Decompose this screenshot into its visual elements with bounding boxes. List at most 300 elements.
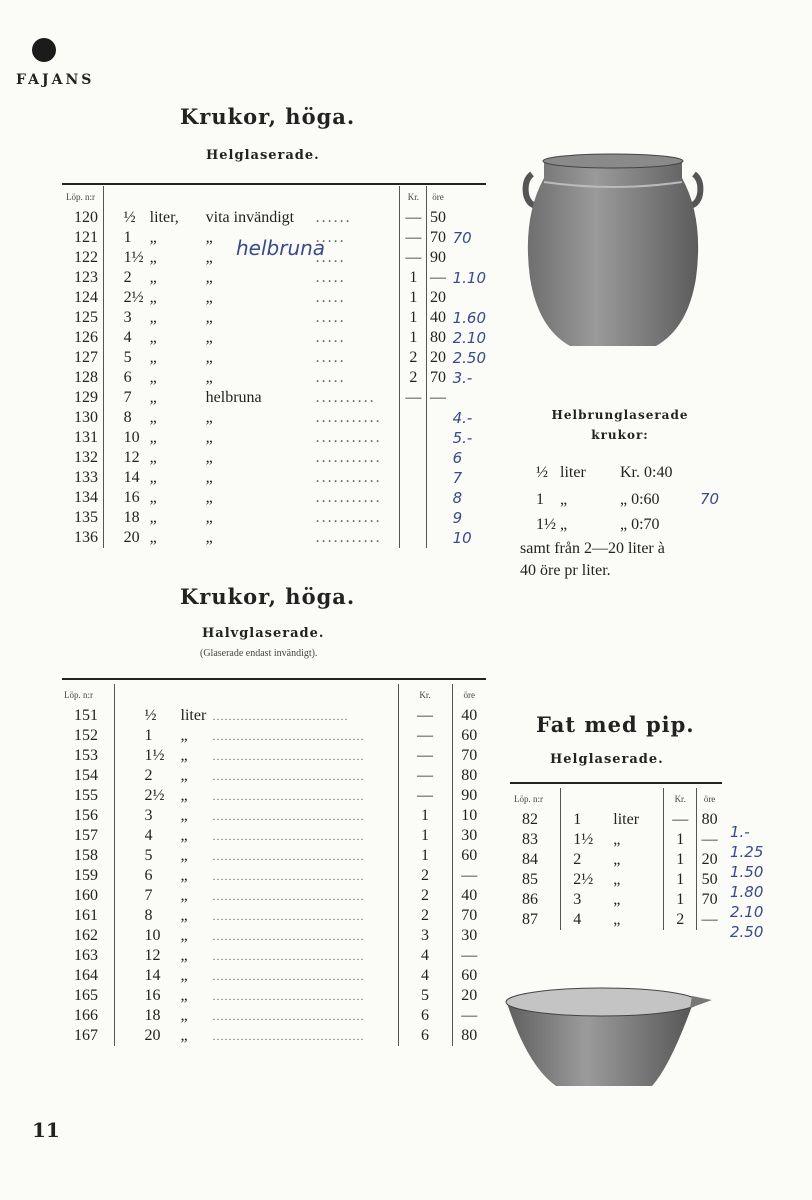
table2-subtitle: Halvglaserade. (202, 626, 325, 641)
table-row (510, 850, 722, 870)
item-desc: „ (205, 309, 213, 326)
item-desc: „ (205, 369, 213, 386)
item-desc: „ (205, 229, 213, 246)
item-ore: 50 (427, 208, 449, 228)
item-leader: ...................................... (212, 869, 365, 883)
item-size: 7 (144, 887, 153, 904)
handwritten-price-note (449, 388, 486, 408)
item-desc: „ (205, 329, 213, 346)
item-unit: „ (149, 429, 157, 446)
item-description (561, 810, 664, 830)
item-unit: „ (149, 229, 157, 246)
item-kr: 2 (398, 906, 452, 926)
item-size: 1 (573, 811, 582, 828)
item-desc: „ (205, 469, 213, 486)
item-size: 4 (123, 329, 132, 346)
item-size: 14 (144, 967, 161, 984)
table-row (62, 766, 486, 786)
table-row (62, 906, 486, 926)
item-description (114, 886, 398, 906)
item-kr: — (400, 228, 427, 248)
item-number: 122 (74, 249, 98, 266)
item-leader: ...................................... (212, 889, 365, 903)
item-description (103, 528, 400, 548)
item-unit: „ (149, 249, 157, 266)
item-size: 2 (123, 269, 132, 286)
item-description (561, 850, 664, 870)
item-ore (427, 408, 449, 428)
table-row (510, 810, 722, 830)
item-size: 8 (123, 409, 132, 426)
item-ore: 70 (697, 890, 722, 910)
item-kr (400, 508, 427, 528)
table-row (62, 826, 486, 846)
item-ore: 10 (452, 806, 486, 826)
table-row (62, 966, 486, 986)
item-number: 83 (522, 831, 538, 848)
item-unit: „ (613, 891, 621, 908)
item-ore: 40 (452, 886, 486, 906)
item-ore (427, 428, 449, 448)
item-size: 4 (573, 911, 582, 928)
item-kr: 3 (398, 926, 452, 946)
item-unit: „ (180, 907, 188, 924)
item-leader: ..... (315, 249, 346, 266)
item-leader: ..... (315, 289, 346, 306)
item-kr (400, 488, 427, 508)
table-row (62, 408, 486, 428)
helbrun-size: ½ (536, 464, 548, 481)
item-leader: ..... (315, 369, 346, 386)
item-desc: „ (205, 349, 213, 366)
item-leader: ...................................... (212, 729, 365, 743)
item-leader: ...................................... (212, 1029, 365, 1043)
item-ore (427, 488, 449, 508)
item-number: 165 (74, 987, 98, 1004)
item-kr (400, 408, 427, 428)
table-row (62, 488, 486, 508)
item-unit: „ (180, 947, 188, 964)
item-ore: 70 (427, 368, 449, 388)
table-row (62, 726, 486, 746)
helbrun-title-1: Helbrunglaserade (551, 408, 689, 422)
handwritten-price-note: 10 (452, 529, 472, 547)
helbrun-price: „ 0:70 (620, 516, 660, 533)
item-number: 136 (74, 529, 98, 546)
handwritten-price-note: 2.10 (452, 329, 486, 347)
item-description (561, 890, 664, 910)
table2-title: Krukor, höga. (180, 584, 356, 609)
item-kr: 2 (400, 348, 427, 368)
item-size: 1½ (144, 747, 165, 764)
item-ore: 80 (452, 1026, 486, 1046)
item-number: 152 (74, 727, 98, 744)
item-description (114, 1006, 398, 1026)
item-kr: 1 (398, 806, 452, 826)
table-row (62, 746, 486, 766)
item-leader: ..... (315, 309, 346, 326)
item-number: 156 (74, 807, 98, 824)
item-ore: — (697, 830, 722, 850)
item-description (114, 906, 398, 926)
item-description (114, 826, 398, 846)
page-number: 11 (32, 1118, 60, 1142)
table-row (62, 986, 486, 1006)
item-unit: „ (180, 927, 188, 944)
item-description (114, 1026, 398, 1046)
handwritten-helbruna: helbruna (236, 236, 326, 260)
item-ore: 70 (452, 746, 486, 766)
list-item (536, 512, 736, 538)
item-description (103, 368, 400, 388)
item-description (561, 830, 664, 850)
item-number: 125 (74, 309, 98, 326)
item-unit: „ (180, 987, 188, 1004)
item-unit: „ (180, 767, 188, 784)
header-nr: Löp. n:r (64, 690, 93, 700)
item-size: 2 (573, 851, 582, 868)
binder-hole (32, 38, 56, 62)
item-kr: — (664, 810, 697, 830)
item-number: 126 (74, 329, 98, 346)
item-kr: 1 (398, 826, 452, 846)
table-row (62, 268, 486, 288)
table-row (62, 208, 486, 228)
table3-handwritten-notes (730, 822, 800, 942)
item-size: ½ (144, 707, 157, 724)
item-description (103, 508, 400, 528)
table-row (62, 846, 486, 866)
item-number: 155 (74, 787, 98, 804)
item-leader: ..... (315, 349, 346, 366)
item-unit: liter, (149, 209, 179, 226)
item-kr: 1 (664, 890, 697, 910)
item-size: 8 (144, 907, 153, 924)
item-ore: 90 (427, 248, 449, 268)
table1-header-row (62, 186, 486, 208)
item-ore: 40 (452, 706, 486, 726)
handwritten-price-note: 5.- (452, 429, 473, 447)
item-leader: ...................................... (212, 749, 365, 763)
helbrun-price: Kr. 0:40 (620, 464, 673, 481)
item-unit: „ (180, 807, 188, 824)
item-unit: liter (613, 811, 640, 828)
table-row (510, 870, 722, 890)
table-row (62, 388, 486, 408)
table-row (62, 348, 486, 368)
table-row (62, 368, 486, 388)
item-desc: vita invändigt (205, 209, 295, 226)
handwritten-price-note: 4.- (452, 409, 473, 427)
handwritten-price-note: 1.50 (730, 863, 764, 881)
table-row (62, 926, 486, 946)
item-leader: ...................................... (212, 989, 365, 1003)
item-kr: — (398, 726, 452, 746)
item-size: 1 (144, 727, 153, 744)
bowl-image (502, 984, 714, 1090)
item-number: 85 (522, 871, 538, 888)
helbrun-size: 1½ (536, 516, 556, 533)
item-description (103, 408, 400, 428)
item-number: 135 (74, 509, 98, 526)
table3-top-rule (510, 782, 722, 784)
item-ore: — (697, 910, 722, 930)
item-unit: „ (180, 967, 188, 984)
item-kr: 2 (398, 866, 452, 886)
handwritten-price-note (449, 248, 486, 268)
item-number: 127 (74, 349, 98, 366)
item-kr: 5 (398, 986, 452, 1006)
item-kr: 1 (400, 328, 427, 348)
table-row (62, 706, 486, 726)
header-desc (561, 788, 664, 810)
item-number: 124 (74, 289, 98, 306)
table-row (62, 428, 486, 448)
item-leader: .......... (315, 389, 376, 406)
item-description (561, 870, 664, 890)
item-size: 7 (123, 389, 132, 406)
item-ore: 80 (697, 810, 722, 830)
item-number: 129 (74, 389, 98, 406)
item-unit: „ (180, 747, 188, 764)
item-leader: ........... (315, 489, 382, 506)
item-leader: ...................................... (212, 909, 365, 923)
item-unit: „ (149, 529, 157, 546)
header-desc (103, 186, 400, 208)
item-leader: ...................................... (212, 969, 365, 983)
item-unit: „ (149, 389, 157, 406)
item-unit: „ (149, 329, 157, 346)
item-unit: „ (180, 787, 188, 804)
item-number: 166 (74, 1007, 98, 1024)
item-size: 2½ (123, 289, 144, 306)
item-number: 134 (74, 489, 98, 506)
item-size: 10 (123, 429, 140, 446)
header-desc (114, 684, 398, 706)
item-kr: — (400, 248, 427, 268)
item-size: 18 (144, 1007, 161, 1024)
item-leader: ..... (315, 329, 346, 346)
item-kr: 2 (398, 886, 452, 906)
item-size: 5 (144, 847, 153, 864)
item-number: 87 (522, 911, 538, 928)
table-row (62, 886, 486, 906)
item-unit: „ (149, 289, 157, 306)
item-size: 16 (144, 987, 161, 1004)
header-kr: Kr. (664, 788, 697, 810)
item-ore: — (452, 946, 486, 966)
helbrun-unit: liter (560, 464, 586, 481)
item-unit: „ (613, 911, 621, 928)
item-number: 161 (74, 907, 98, 924)
item-unit: „ (149, 369, 157, 386)
helbrun-note: 70 (700, 490, 720, 508)
item-number: 154 (74, 767, 98, 784)
item-leader: ..... (315, 229, 346, 246)
item-ore: 20 (697, 850, 722, 870)
table-row (510, 890, 722, 910)
item-kr: — (400, 388, 427, 408)
table-row (62, 1006, 486, 1026)
item-ore: 30 (452, 826, 486, 846)
item-kr: 4 (398, 946, 452, 966)
vase-image (522, 152, 704, 348)
item-ore: 90 (452, 786, 486, 806)
item-number: 123 (74, 269, 98, 286)
list-item (536, 486, 736, 512)
item-size: 2½ (573, 871, 594, 888)
helbrun-title-2: krukor: (591, 428, 649, 442)
item-unit: „ (149, 509, 157, 526)
item-size: 1 (123, 229, 132, 246)
item-number: 121 (74, 229, 98, 246)
handwritten-price-note: 1.- (730, 823, 750, 841)
item-size: 4 (144, 827, 153, 844)
item-kr (400, 448, 427, 468)
handwritten-price-note: 1.60 (452, 309, 486, 327)
item-leader: ........... (315, 529, 382, 546)
item-kr: 1 (664, 830, 697, 850)
table-row (62, 1026, 486, 1046)
item-ore: — (452, 1006, 486, 1026)
item-desc: „ (205, 289, 213, 306)
item-ore (427, 508, 449, 528)
item-description (103, 288, 400, 308)
item-size: 2½ (144, 787, 165, 804)
item-leader: .................................. (212, 709, 349, 723)
table2-top-rule (62, 678, 486, 680)
item-size: 1½ (573, 831, 594, 848)
header-kr: Kr. (400, 186, 427, 208)
table3-title: Fat med pip. (536, 712, 695, 737)
handwritten-price-note (449, 288, 486, 308)
item-kr: 1 (398, 846, 452, 866)
table2-note: (Glaserade endast invändigt). (200, 648, 318, 659)
item-unit: „ (180, 887, 188, 904)
item-leader: ...................................... (212, 949, 365, 963)
item-kr: — (398, 706, 452, 726)
item-kr (400, 468, 427, 488)
item-description (103, 268, 400, 288)
item-description (114, 926, 398, 946)
item-ore: — (427, 268, 449, 288)
item-leader: ...................................... (212, 809, 365, 823)
item-number: 162 (74, 927, 98, 944)
header-ore: öre (452, 684, 486, 706)
item-ore: 70 (452, 906, 486, 926)
item-ore: 20 (427, 288, 449, 308)
item-kr: 1 (400, 288, 427, 308)
item-ore: — (427, 388, 449, 408)
item-ore: 80 (427, 328, 449, 348)
item-kr: — (398, 786, 452, 806)
item-leader: ........... (315, 409, 382, 426)
item-description (561, 910, 664, 930)
item-number: 84 (522, 851, 538, 868)
item-number: 151 (74, 707, 98, 724)
item-kr: — (398, 766, 452, 786)
item-size: 12 (144, 947, 161, 964)
item-description (114, 966, 398, 986)
table1-subtitle: Helglaserade. (206, 148, 320, 163)
item-size: 1½ (123, 249, 144, 266)
item-unit: „ (149, 469, 157, 486)
item-desc: „ (205, 429, 213, 446)
item-description (103, 208, 400, 228)
handwritten-price-note: 9 (452, 509, 463, 527)
item-size: 3 (144, 807, 153, 824)
item-ore: 60 (452, 726, 486, 746)
item-description (103, 308, 400, 328)
handwritten-price-note: 6 (452, 449, 463, 467)
header-kr: Kr. (398, 684, 452, 706)
header-ore: öre (427, 186, 449, 208)
item-number: 132 (74, 449, 98, 466)
helbrun-footnote-1: samt från 2—20 liter à (520, 540, 665, 557)
helbrun-price: „ 0:60 (620, 491, 660, 508)
item-desc: „ (205, 269, 213, 286)
item-unit: „ (180, 1027, 188, 1044)
item-number: 131 (74, 429, 98, 446)
item-ore: 40 (427, 308, 449, 328)
item-size: 16 (123, 489, 140, 506)
handwritten-price-note: 1.10 (452, 269, 486, 287)
item-number: 86 (522, 891, 538, 908)
item-unit: „ (149, 489, 157, 506)
item-kr: 4 (398, 966, 452, 986)
item-description (103, 388, 400, 408)
item-size: 12 (123, 449, 140, 466)
item-description (103, 348, 400, 368)
table-row (62, 448, 486, 468)
item-number: 164 (74, 967, 98, 984)
item-size: 14 (123, 469, 140, 486)
item-number: 159 (74, 867, 98, 884)
item-size: 3 (573, 891, 582, 908)
item-unit: „ (613, 871, 621, 888)
item-kr: 1 (400, 308, 427, 328)
item-description (114, 946, 398, 966)
table-row (62, 308, 486, 328)
item-description (114, 706, 398, 726)
item-leader: ...................................... (212, 1009, 365, 1023)
item-unit: „ (180, 1007, 188, 1024)
item-number: 158 (74, 847, 98, 864)
item-unit: „ (180, 867, 188, 884)
item-description (103, 328, 400, 348)
table2-header-row (62, 684, 486, 706)
table3 (510, 788, 722, 930)
table-row (62, 468, 486, 488)
item-size: 20 (144, 1027, 161, 1044)
item-desc: „ (205, 529, 213, 546)
table-row (62, 786, 486, 806)
item-ore: 70 (427, 228, 449, 248)
item-description (114, 726, 398, 746)
item-kr (400, 528, 427, 548)
table3-subtitle: Helglaserade. (550, 752, 664, 767)
item-desc: „ (205, 489, 213, 506)
item-description (103, 468, 400, 488)
item-number: 133 (74, 469, 98, 486)
table-row (62, 508, 486, 528)
helbrun-unit: „ (560, 491, 568, 508)
item-size: 6 (144, 867, 153, 884)
item-leader: ........... (315, 429, 382, 446)
item-unit: „ (180, 847, 188, 864)
item-kr: 2 (400, 368, 427, 388)
item-unit: „ (149, 349, 157, 366)
